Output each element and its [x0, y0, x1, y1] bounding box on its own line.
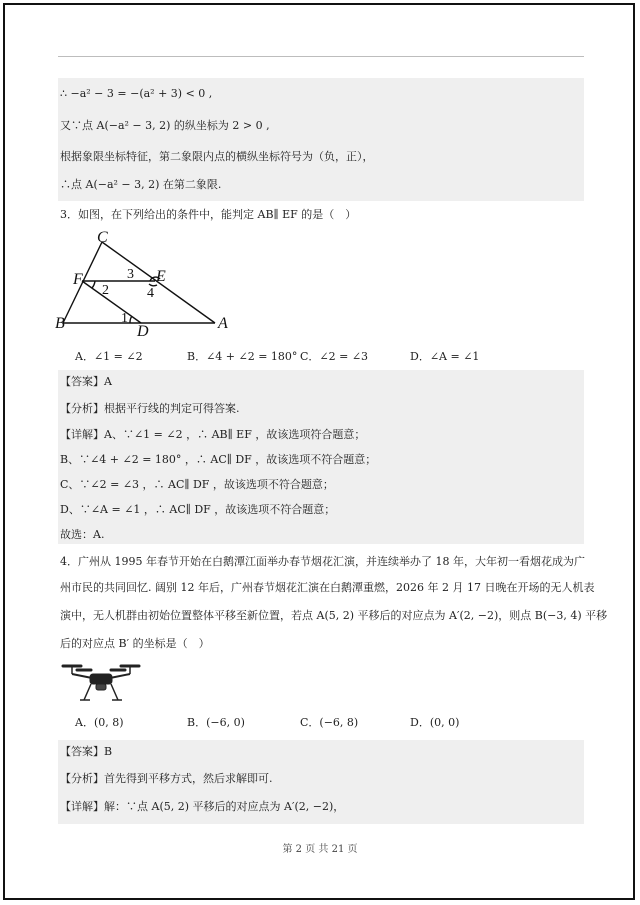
q4-stem-line-3: 演中，无人机群由初始位置整体平移至新位置，若点 A(5, 2) 平移后的对应点为 A′(2, −2)，则点 B(−3, 4) 平移 — [60, 609, 608, 622]
q3-detail-line-4: D、∵∠A = ∠1 ，∴ AC∥ DF ，故该选项不符合题意； — [60, 503, 336, 516]
drone-camera — [96, 684, 106, 690]
rotor-right-outer — [120, 665, 140, 667]
point-label-E: E — [156, 268, 166, 285]
point-label-A: A — [218, 315, 228, 332]
angle-label-2: 2 — [102, 283, 109, 298]
q3-option-c: C．∠2 = ∠3 — [300, 350, 369, 363]
q4-answer: 【答案】B — [60, 745, 113, 758]
q4-option-d: D．(0, 0) — [410, 716, 460, 729]
rotor-left-inner — [76, 669, 92, 671]
q3-analysis: 【分析】根据平行线的判定可得答案. — [60, 402, 240, 415]
angle-label-3: 3 — [127, 267, 134, 282]
angle-1-arc — [130, 316, 132, 323]
rotor-right-inner — [110, 669, 126, 671]
point-label-F: F — [73, 271, 83, 288]
q3-stem: 3．如图，在下列给出的条件中，能判定 AB∥ EF 的是（ ） — [60, 208, 357, 221]
q4-stem-line-4: 后的对应点 B′ 的坐标是（ ） — [60, 637, 210, 650]
point-label-C: C — [97, 229, 108, 246]
q4-detail-line-1: 【详解】解：∵点 A(5, 2) 平移后的对应点为 A′(2, −2)， — [60, 800, 345, 813]
solution-line-2: 又∵点 A(−a² − 3, 2) 的纵坐标为 2 > 0 , — [60, 119, 270, 132]
rotor-left-outer — [62, 665, 82, 667]
solution-line-4: ∴点 A(−a² − 3, 2) 在第二象限. — [60, 178, 222, 191]
q4-option-b: B．(−6, 0) — [187, 716, 245, 729]
q4-option-c: C．(−6, 8) — [300, 716, 359, 729]
q3-detail-line-3: C、∵∠2 = ∠3 ，∴ AC∥ DF ，故该选项不符合题意； — [60, 478, 334, 491]
q4-stem-line-2: 州市民的共同回忆. 阔别 12 年后，广州春节烟花汇演在白鹅潭重燃，2026 年 2 月 17 日晚在开场的无人机表 — [60, 581, 595, 594]
q3-detail-line-5: 故选：A. — [60, 528, 105, 541]
point-label-D: D — [137, 323, 149, 338]
q3-detail-line-1: 【详解】A、∵∠1 = ∠2 ，∴ AB∥ EF ，故该选项符合题意； — [60, 428, 366, 441]
q3-answer: 【答案】A — [60, 375, 112, 388]
q3-geometry-figure — [55, 228, 240, 338]
point-label-B: B — [55, 315, 65, 332]
solution-line-1: ∴ −a² − 3 = −(a² + 3) < 0 , — [60, 87, 213, 100]
q3-option-a: A．∠1 = ∠2 — [75, 350, 143, 363]
header-rule — [58, 56, 584, 57]
drone-image — [60, 660, 142, 706]
q3-option-b: B．∠4 + ∠2 = 180° — [187, 350, 298, 363]
q4-option-a: A．(0, 8) — [75, 716, 124, 729]
solution-line-3: 根据象限坐标特征，第二象限内点的横纵坐标符号为（负，正）， — [60, 150, 374, 163]
q4-stem-line-1: 4．广州从 1995 年春节开始在白鹅潭江面举办春节烟花汇演，并连续举办了 18 年，大年初一看烟花成为广 — [60, 555, 585, 568]
q3-option-d: D．∠A = ∠1 — [410, 350, 480, 363]
page-footer: 第 2 页 共 21 页 — [282, 844, 358, 855]
q4-analysis: 【分析】首先得到平移方式，然后求解即可. — [60, 772, 273, 785]
angle-label-4: 4 — [147, 286, 154, 301]
q3-detail-line-2: B、∵∠4 + ∠2 = 180° ，∴ AC∥ DF ，故该选项不符合题意； — [60, 453, 377, 466]
drone-body — [90, 674, 112, 684]
angle-2-arc — [92, 281, 95, 288]
angle-label-1: 1 — [121, 311, 128, 326]
